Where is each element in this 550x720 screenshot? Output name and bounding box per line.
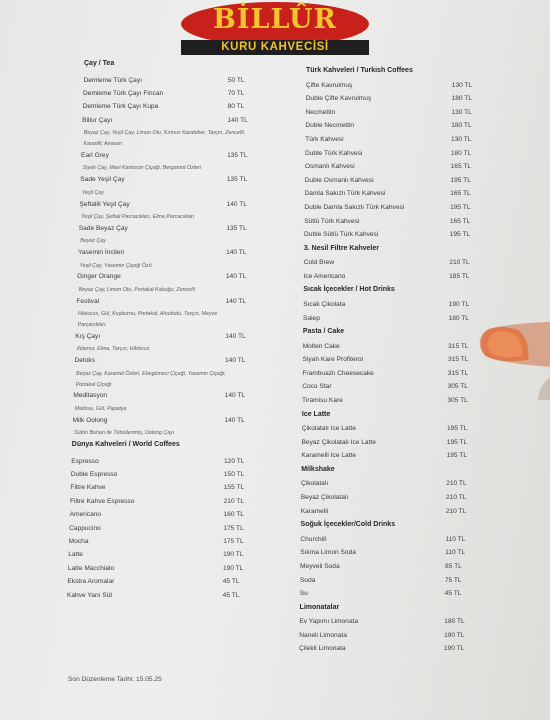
menu-item-meyveli-soda: Meyveli Soda [300, 562, 340, 570]
menu-item-price: 315 TL [447, 369, 469, 377]
menu-item-soda: Soda [299, 576, 316, 584]
item-ingredients: Beyaz Çay, Yeşil Çay, Limon Otu, Kırmızı Karabiber, Tarçın, Zencefil, [83, 130, 246, 137]
menu-item-price: 50 TL [227, 76, 245, 84]
menu-item-price: 70 TL [227, 89, 245, 97]
menu-item-price: 155 TL [223, 484, 245, 492]
menu-item-filtre-kahve-espresso: Filtre Kahve Espresso [69, 497, 135, 505]
item-ingredients: Yeşil Çay, Yasemin Çiçeği Özü [79, 262, 152, 269]
menu-item-kahve-yan-s-t: Kahve Yanı Süt [66, 591, 113, 599]
menu-item-karamelli: Karamelli [300, 507, 329, 515]
menu-item-price: 140 TL [225, 332, 246, 340]
item-ingredients: Sütün Buharı ile Tütsülenmiş, Oolong Çayı [74, 430, 175, 437]
menu-item-price: 185 TL [449, 272, 470, 280]
menu-item-billur-ay: Billur Çayı [82, 116, 113, 124]
item-ingredients: Portakal Çiçeği [75, 381, 112, 388]
menu-item-price: 195 TL [446, 425, 468, 433]
menu-item-tiramisu-kare: Tiramisu Kare [302, 397, 343, 404]
menu-item-filtre-kahve: Filtre Kahve [70, 484, 106, 492]
menu-item-price: 180 TL [451, 95, 473, 103]
menu-item-demleme-t-rk-ay: Demleme Türk Çayı [83, 76, 142, 84]
menu-item-demleme-t-rk-ay-fincan: Demleme Türk Çayı Fincan [83, 89, 164, 97]
menu-item-price: 165 TL [450, 163, 472, 171]
menu-item-s-tl-t-rk-kahvesi: Sütlü Türk Kahvesi [304, 217, 360, 225]
menu-item-price: 190 TL [448, 300, 470, 308]
menu-item-meditasyon: Meditasyon [73, 392, 108, 400]
menu-item-price: 135 TL [226, 176, 248, 184]
menu-item-ice-americano: Ice Americano [303, 272, 346, 280]
item-ingredients: Yeşil Çay [81, 189, 104, 196]
menu-item-price: 165 TL [450, 190, 471, 198]
menu-item-necmettin: Necmettin [305, 108, 336, 116]
section-heading-pasta-cake: Pasta / Cake [302, 328, 345, 336]
menu-item-duble-ifte-kavrulmu: Duble Çifte Kavrulmuş [305, 95, 372, 103]
menu-item-price: 75 TL [444, 576, 462, 584]
item-ingredients: Parçacıkları [77, 322, 106, 328]
menu-item-price: 140 TL [225, 297, 247, 305]
menu-item-price: 110 TL [445, 549, 466, 557]
menu-item-siyah-kare-profiterol: Siyah Kare Profiterol [302, 356, 363, 364]
menu-item-ikolatal: Çikolatalı [301, 480, 329, 488]
menu-item-demleme-t-rk-ay-kupa: Demleme Türk Çayı Kupa [82, 103, 159, 111]
menu-item-duble-espresso: Duble Espresso [70, 470, 118, 478]
menu-item-coco-star: Coco Star [302, 383, 332, 391]
menu-item-price: 210 TL [446, 494, 467, 501]
menu-item-americano: Americano [69, 511, 102, 519]
hand-finger [470, 318, 550, 400]
menu-item-molten-cake: Molten Cake [302, 342, 340, 350]
menu-item-price: 135 TL [226, 224, 247, 232]
menu-item-price: 165 TL [449, 217, 471, 225]
menu-item-cold-brew: Cold Brew [303, 259, 335, 267]
menu-item-price: 140 TL [225, 357, 246, 365]
menu-item-price: 180 TL [450, 149, 472, 157]
logo-tagline: KURU KAHVECİSİ [181, 40, 369, 55]
menu-item-price: 210 TL [449, 259, 470, 267]
menu-item-price: 130 TL [451, 108, 472, 116]
menu-item-price: 180 TL [448, 314, 469, 322]
menu-item-price: 140 TL [225, 273, 247, 281]
menu-item-price: 140 TL [224, 392, 246, 400]
menu-item-price: 315 TL [447, 356, 469, 364]
menu-item-karamelli-ice-latte: Karamelli Ice Latte [301, 452, 356, 460]
menu-item-duble-necmettin: Duble Necmettin [305, 122, 355, 130]
menu-item-price: 190 TL [443, 645, 465, 653]
menu-item-price: 120 TL [224, 457, 245, 465]
menu-item-salep: Salep [303, 314, 320, 322]
menu-item-price: 150 TL [223, 470, 245, 478]
menu-item-price: 80 TL [227, 103, 245, 111]
section-heading-t-rk-kahveleri-turkish-coffees: Türk Kahveleri / Turkish Coffees [306, 67, 413, 74]
section-heading-limonatalar: Limonatalar [299, 603, 340, 611]
section-heading-so-uk-i-ecekler-cold-drinks: Soğuk İçecekler/Cold Drinks [300, 521, 396, 529]
menu-item-price: 45 TL [222, 591, 240, 599]
menu-item-price: 315 TL [448, 342, 469, 350]
item-ingredients: Beyaz Çay [80, 238, 106, 245]
item-ingredients: Siyah Çay, Mavi Kantaron Çiçeği, Bergamot Özleri [82, 165, 201, 172]
menu-item-duble-damla-sak-zl-t-rk-kahvesi: Duble Damla Sakızlı Türk Kahvesi [304, 203, 405, 211]
menu-item-festival: Festival [76, 297, 100, 305]
item-ingredients: Beyaz Çay, Limon Otu, Portakal Kabuğu, Zencefil [78, 286, 195, 293]
menu-item-price: 210 TL [223, 497, 245, 505]
menu-item-price: 130 TL [451, 135, 472, 143]
menu-item-earl-grey: Earl Grey [81, 151, 109, 159]
menu-item-price: 45 TL [222, 578, 240, 586]
section-heading-3-nesil-filtre-kahveler: 3. Nesil Filtre Kahveler [303, 244, 379, 252]
section-heading-ice-latte: Ice Latte [301, 410, 331, 418]
item-ingredients: Yeşil Çay, Şeftali Parcacıkları, Elma Parcacıkları [81, 213, 195, 220]
menu-item-cappucino: Cappucino [69, 524, 101, 532]
menu-item-eftalili-ye-il-ay: Şeftalili Yeşil Çay [79, 200, 130, 208]
menu-item-price: 85 TL [445, 562, 462, 570]
menu-item-price: 110 TL [445, 535, 466, 543]
section-heading-ay-tea: Çay / Tea [84, 60, 115, 67]
menu-item-price: 45 TL [444, 590, 462, 598]
menu-item-duble-t-rk-kahvesi: Duble Türk Kahvesi [305, 149, 363, 157]
menu-item-ekstra-aromalar: Ekstra Aromalar [67, 578, 115, 586]
menu-item-beyaz-ikolatal-ice-latte: Beyaz Çikolatalı Ice Latte [301, 438, 376, 446]
menu-item-price: 160 TL [223, 511, 244, 519]
menu-item-ginger-orange: Ginger Orange [77, 273, 121, 281]
item-ingredients: Melissa, Gül, Papatya [74, 405, 127, 412]
menu-item-price: 135 TL [227, 151, 248, 159]
menu-item-churchill: Churchill [300, 535, 327, 543]
menu-item-s-kma-limon-soda: Sıkma Limon Soda [300, 549, 356, 557]
menu-item-su: Su [299, 590, 308, 598]
menu-item-price: 140 TL [226, 200, 248, 208]
menu-item-price: 305 TL [447, 397, 468, 404]
menu-item-yasemin-i-ncileri: Yasemin İncileri [77, 249, 124, 257]
menu-item-price: 195 TL [450, 176, 471, 184]
menu-item-price: 305 TL [447, 383, 468, 391]
menu-item-price: 210 TL [446, 480, 467, 488]
menu-item-t-rk-kahvesi: Türk Kahvesi [305, 135, 344, 143]
menu-item-price: 190 TL [222, 564, 244, 572]
menu-item-ifte-kavrulmu: Çifte Kavrulmuş [305, 81, 353, 89]
item-ingredients: Karanfil, Anason [83, 141, 123, 147]
menu-item-price: 195 TL [446, 438, 468, 446]
menu-item-ev-yap-m-limonata: Ev Yapımı Limonata [299, 618, 359, 626]
footer-date: Son Düzenleme Tarihi: 15.05.25 [68, 676, 162, 683]
menu-item-price: 190 TL [223, 551, 244, 559]
menu-item-k-ay: Kış Çayı [75, 332, 101, 340]
menu-item-duble-s-tl-t-rk-kahvesi: Duble Sütlü Türk Kahvesi [304, 231, 379, 239]
menu-item-sade-beyaz-ay: Sade Beyaz Çay [78, 224, 128, 232]
item-ingredients: Ihlamur, Elma, Tarçın, Hibiscus [76, 346, 150, 353]
menu-item-naneli-limonata: Naneli Limonata [299, 631, 347, 639]
section-heading-milkshake: Milkshake [301, 465, 335, 473]
item-ingredients: Beyaz Çay, Karamel Özleri, Ebegümeci Çiçeği, Yasemin Çiçeği, [76, 370, 226, 377]
menu-item-price: 195 TL [446, 452, 468, 460]
menu-item-detoks: Detoks [74, 357, 96, 365]
menu-item-duble-osmanl-kahvesi: Duble Osmanlı Kahvesi [304, 176, 374, 184]
section-heading-s-cak-i-ecekler-hot-drinks: Sıcak İçecekler / Hot Drinks [303, 286, 395, 294]
menu-item-price: 180 TL [444, 618, 465, 626]
menu-item-ikolatal-ice-latte: Çikolatalı Ice Latte [301, 425, 356, 433]
menu-item-price: 180 TL [451, 122, 472, 130]
menu-item-price: 140 TL [226, 249, 247, 257]
item-ingredients: Hibiscus, Gül, Kuşburnu, Portakal, Ahududu, Tarçın, Meyve [77, 311, 218, 318]
menu-item-frambuazl-cheesecake: Frambuazlı Cheesecake [302, 369, 374, 377]
section-heading-d-nya-kahveleri-world-coffees: Dünya Kahveleri / World Coffees [71, 441, 180, 448]
menu-item-price: 195 TL [449, 231, 471, 239]
menu-item-price: 195 TL [450, 203, 471, 211]
menu-item-price: 210 TL [445, 507, 467, 515]
menu-item-price: 130 TL [451, 81, 473, 89]
menu-item-sade-ye-il-ay: Sade Yeşil Çay [80, 176, 125, 184]
menu-item-price: 140 TL [227, 116, 248, 124]
menu-item-price: 175 TL [223, 537, 244, 545]
menu-item-s-cak-ikolata: Sıcak Çikolata [303, 300, 346, 308]
menu-item-beyaz-ikolatal: Beyaz Çikolatalı [300, 494, 349, 501]
menu-item-mocha: Mocha [68, 537, 89, 545]
menu-item-ilekli-limonata: Çilekli Limonata [299, 645, 346, 653]
menu-item-price: 140 TL [224, 416, 245, 424]
menu-item-latte-macchiato: Latte Macchiato [67, 564, 115, 572]
menu-item-espresso: Espresso [71, 457, 99, 465]
menu-item-latte: Latte [68, 551, 83, 559]
menu-item-damla-sak-zl-t-rk-kahvesi: Damla Sakızlı Türk Kahvesi [304, 190, 386, 198]
menu-item-price: 190 TL [444, 631, 465, 639]
menu-item-milk-oolong: Milk Oolong [72, 416, 108, 424]
menu-item-price: 175 TL [223, 524, 244, 532]
logo-name: BİLLÛR [213, 4, 337, 35]
menu-item-osmanl-kahvesi: Osmanlı Kahvesi [304, 163, 355, 171]
